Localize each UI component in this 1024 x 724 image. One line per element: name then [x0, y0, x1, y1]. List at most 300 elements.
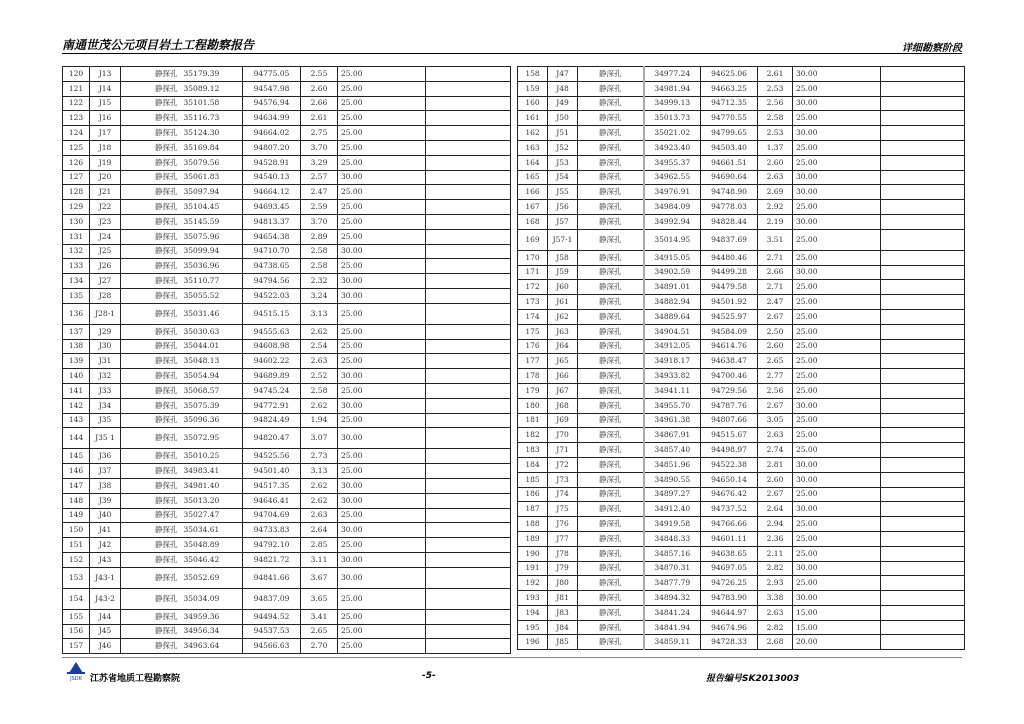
borehole-id: J43-1	[90, 567, 121, 588]
table-row	[518, 443, 965, 458]
coord-y: 94566.63	[243, 639, 301, 654]
coord-y: 94807.66	[701, 413, 758, 428]
table-row	[518, 81, 965, 96]
row-number: 161	[518, 111, 548, 126]
table-row	[518, 170, 965, 185]
borehole-type: 静深孔	[578, 517, 644, 532]
borehole-type: 静深孔	[578, 635, 644, 650]
borehole-type: 静深孔	[578, 487, 644, 502]
depth: 25.00	[793, 295, 881, 310]
borehole-id: J40	[90, 508, 121, 523]
depth: 30.00	[338, 244, 426, 259]
row-number: 131	[63, 229, 90, 244]
borehole-id: J66	[548, 369, 578, 384]
row-number: 170	[518, 250, 548, 265]
elevation: 2.82	[758, 561, 793, 576]
depth: 30.00	[793, 67, 881, 82]
table-row	[63, 552, 511, 567]
row-number: 195	[518, 620, 548, 635]
coord-x: 34981.40	[184, 478, 243, 493]
blank-cell	[881, 620, 965, 635]
table-row	[518, 200, 965, 215]
coord-y: 94555.63	[243, 324, 301, 339]
depth: 30.00	[338, 567, 426, 588]
blank-cell	[881, 81, 965, 96]
row-number: 150	[63, 523, 90, 538]
depth: 30.00	[338, 523, 426, 538]
borehole-id: J50	[548, 111, 578, 126]
row-number: 122	[63, 96, 90, 111]
coord-y: 94576.94	[243, 96, 301, 111]
row-number: 156	[63, 624, 90, 639]
blank-cell	[426, 229, 511, 244]
coord-y: 94729.56	[701, 383, 758, 398]
borehole-type: 静探孔	[121, 567, 184, 588]
elevation: 2.47	[758, 295, 793, 310]
depth: 25.00	[338, 126, 426, 141]
table-row	[63, 339, 511, 354]
borehole-type: 静探孔	[121, 259, 184, 274]
elevation: 1.37	[758, 140, 793, 155]
coord-x: 34870.31	[644, 561, 701, 576]
borehole-id: J14	[90, 81, 121, 96]
table-row	[518, 369, 965, 384]
borehole-type: 静深孔	[578, 457, 644, 472]
coord-y: 94503.40	[701, 140, 758, 155]
blank-cell	[881, 605, 965, 620]
borehole-type: 静深孔	[578, 200, 644, 215]
depth: 25.00	[793, 309, 881, 324]
row-number: 124	[63, 126, 90, 141]
blank-cell	[881, 280, 965, 295]
row-number: 178	[518, 369, 548, 384]
table-row	[63, 324, 511, 339]
elevation: 2.52	[301, 369, 338, 384]
coord-x: 34877.79	[644, 576, 701, 591]
coord-x: 35101.58	[184, 96, 243, 111]
borehole-id: J38	[90, 478, 121, 493]
elevation: 2.66	[758, 265, 793, 280]
borehole-type: 静探孔	[121, 339, 184, 354]
borehole-type: 静探孔	[121, 508, 184, 523]
coord-x: 34859.11	[644, 635, 701, 650]
elevation: 2.53	[758, 81, 793, 96]
borehole-type: 静探孔	[121, 170, 184, 185]
coord-y: 94522.38	[701, 457, 758, 472]
borehole-id: J18	[90, 140, 121, 155]
coord-x: 34890.55	[644, 472, 701, 487]
borehole-id: J58	[548, 250, 578, 265]
elevation: 2.58	[301, 383, 338, 398]
depth: 25.00	[793, 155, 881, 170]
table-row	[63, 478, 511, 493]
elevation: 3.65	[301, 588, 338, 609]
borehole-type: 静探孔	[121, 111, 184, 126]
depth: 25.00	[793, 229, 881, 250]
elevation: 2.36	[758, 531, 793, 546]
coord-y: 94745.24	[243, 383, 301, 398]
borehole-id: J17	[90, 126, 121, 141]
coord-y: 94614.76	[701, 339, 758, 354]
coord-y: 94654.38	[243, 229, 301, 244]
table-row	[518, 472, 965, 487]
borehole-id: J81	[548, 591, 578, 606]
blank-cell	[426, 274, 511, 289]
elevation: 2.47	[301, 185, 338, 200]
borehole-id: J21	[90, 185, 121, 200]
coord-y: 94828.44	[701, 214, 758, 229]
row-number: 128	[63, 185, 90, 200]
blank-cell	[426, 508, 511, 523]
coord-y: 94634.99	[243, 111, 301, 126]
borehole-type: 静深孔	[578, 140, 644, 155]
elevation: 2.89	[301, 229, 338, 244]
coord-y: 94824.49	[243, 413, 301, 428]
elevation: 3.07	[301, 428, 338, 449]
elevation: 2.67	[758, 398, 793, 413]
borehole-type: 静探孔	[121, 274, 184, 289]
blank-cell	[881, 369, 965, 384]
blank-cell	[881, 214, 965, 229]
row-number: 126	[63, 155, 90, 170]
blank-cell	[881, 126, 965, 141]
blank-cell	[426, 478, 511, 493]
elevation: 2.68	[758, 635, 793, 650]
row-number: 182	[518, 428, 548, 443]
coord-y: 94700.46	[701, 369, 758, 384]
table-row	[63, 398, 511, 413]
coord-x: 35048.89	[184, 538, 243, 553]
row-number: 123	[63, 111, 90, 126]
header-rule	[62, 53, 962, 54]
borehole-type: 静深孔	[578, 472, 644, 487]
coord-y: 94690.64	[701, 170, 758, 185]
elevation: 2.62	[301, 324, 338, 339]
borehole-type: 静深孔	[578, 561, 644, 576]
borehole-id: J84	[548, 620, 578, 635]
blank-cell	[881, 531, 965, 546]
row-number: 141	[63, 383, 90, 398]
elevation: 2.77	[758, 369, 793, 384]
blank-cell	[881, 383, 965, 398]
coord-x: 34955.37	[644, 155, 701, 170]
coord-y: 94638.47	[701, 354, 758, 369]
depth: 25.00	[793, 443, 881, 458]
borehole-type: 静深孔	[578, 428, 644, 443]
borehole-type: 静探孔	[121, 140, 184, 155]
blank-cell	[881, 413, 965, 428]
depth: 25.00	[793, 517, 881, 532]
row-number: 192	[518, 576, 548, 591]
blank-cell	[426, 624, 511, 639]
blank-cell	[881, 502, 965, 517]
table-row	[63, 493, 511, 508]
elevation: 2.70	[301, 639, 338, 654]
row-number: 157	[63, 639, 90, 654]
coord-x: 35099.94	[184, 244, 243, 259]
table-row	[63, 67, 511, 82]
coord-x: 34992.94	[644, 214, 701, 229]
table-row	[63, 185, 511, 200]
depth: 25.00	[793, 111, 881, 126]
coord-x: 35036.96	[184, 259, 243, 274]
blank-cell	[426, 588, 511, 609]
depth: 25.00	[793, 324, 881, 339]
depth: 25.00	[338, 67, 426, 82]
borehole-id: J44	[90, 609, 121, 624]
row-number: 140	[63, 369, 90, 384]
coord-x: 35046.42	[184, 552, 243, 567]
coord-x: 35013.73	[644, 111, 701, 126]
borehole-type: 静探孔	[121, 185, 184, 200]
row-number: 121	[63, 81, 90, 96]
table-row	[518, 605, 965, 620]
borehole-type: 静探孔	[121, 244, 184, 259]
coord-y: 94820.47	[243, 428, 301, 449]
depth: 30.00	[338, 428, 426, 449]
borehole-id: J63	[548, 324, 578, 339]
blank-cell	[426, 639, 511, 654]
coord-y: 94547.98	[243, 81, 301, 96]
borehole-id: J54	[548, 170, 578, 185]
borehole-type: 静深孔	[578, 546, 644, 561]
borehole-type: 静深孔	[578, 324, 644, 339]
elevation: 2.61	[758, 67, 793, 82]
elevation: 3.38	[758, 591, 793, 606]
blank-cell	[426, 413, 511, 428]
blank-cell	[426, 538, 511, 553]
elevation: 2.62	[301, 478, 338, 493]
row-number: 162	[518, 126, 548, 141]
coord-x: 34984.09	[644, 200, 701, 215]
elevation: 3.67	[301, 567, 338, 588]
blank-cell	[426, 398, 511, 413]
row-number: 125	[63, 140, 90, 155]
table-row	[63, 464, 511, 479]
blank-cell	[426, 214, 511, 229]
elevation: 2.65	[301, 624, 338, 639]
depth: 30.00	[793, 170, 881, 185]
depth: 25.00	[338, 464, 426, 479]
row-number: 129	[63, 200, 90, 215]
row-number: 136	[63, 303, 90, 324]
row-number: 144	[63, 428, 90, 449]
coord-x: 35034.09	[184, 588, 243, 609]
elevation: 2.93	[758, 576, 793, 591]
row-number: 191	[518, 561, 548, 576]
table-row	[63, 449, 511, 464]
borehole-id: J59	[548, 265, 578, 280]
coord-x: 34955.70	[644, 398, 701, 413]
depth: 25.00	[338, 508, 426, 523]
coord-y: 94608.98	[243, 339, 301, 354]
borehole-id: J57-1	[548, 229, 578, 250]
coord-x: 35010.25	[184, 449, 243, 464]
borehole-id: J51	[548, 126, 578, 141]
coord-y: 94537.53	[243, 624, 301, 639]
coord-x: 34904.51	[644, 324, 701, 339]
depth: 30.00	[338, 288, 426, 303]
elevation: 2.62	[301, 493, 338, 508]
coord-y: 94674.96	[701, 620, 758, 635]
depth: 25.00	[338, 214, 426, 229]
depth: 25.00	[793, 531, 881, 546]
borehole-id: J34	[90, 398, 121, 413]
table-row	[63, 354, 511, 369]
borehole-type: 静探孔	[121, 303, 184, 324]
blank-cell	[426, 244, 511, 259]
depth: 30.00	[338, 170, 426, 185]
borehole-id: J28	[90, 288, 121, 303]
borehole-type: 静深孔	[578, 214, 644, 229]
coord-x: 35072.95	[184, 428, 243, 449]
coord-y: 94494.52	[243, 609, 301, 624]
coord-x: 34857.16	[644, 546, 701, 561]
table-row	[518, 155, 965, 170]
table-row	[63, 126, 511, 141]
depth: 30.00	[338, 398, 426, 413]
borehole-id: J85	[548, 635, 578, 650]
borehole-id: J16	[90, 111, 121, 126]
coord-y: 94664.12	[243, 185, 301, 200]
borehole-type: 静探孔	[121, 383, 184, 398]
blank-cell	[426, 383, 511, 398]
blank-cell	[881, 200, 965, 215]
borehole-id: J77	[548, 531, 578, 546]
blank-cell	[881, 561, 965, 576]
table-row	[518, 413, 965, 428]
elevation: 2.32	[301, 274, 338, 289]
row-number: 166	[518, 185, 548, 200]
depth: 30.00	[793, 472, 881, 487]
coord-x: 34915.05	[644, 250, 701, 265]
row-number: 135	[63, 288, 90, 303]
row-number: 169	[518, 229, 548, 250]
coord-x: 35096.36	[184, 413, 243, 428]
table-row	[63, 274, 511, 289]
row-number: 189	[518, 531, 548, 546]
row-number: 171	[518, 265, 548, 280]
row-number: 173	[518, 295, 548, 310]
row-number: 155	[63, 609, 90, 624]
coord-x: 34962.55	[644, 170, 701, 185]
depth: 25.00	[338, 140, 426, 155]
report-number: 报告编号SK2013003	[706, 674, 800, 684]
coord-y: 94775.05	[243, 67, 301, 82]
borehole-type: 静深孔	[578, 620, 644, 635]
table-row	[518, 546, 965, 561]
coord-y: 94602.22	[243, 354, 301, 369]
depth: 20.00	[793, 635, 881, 650]
jsdk-logo-icon	[64, 661, 88, 681]
coord-y: 94783.90	[701, 591, 758, 606]
borehole-id: J76	[548, 517, 578, 532]
elevation: 2.92	[758, 200, 793, 215]
depth: 25.00	[338, 259, 426, 274]
depth: 15.00	[793, 620, 881, 635]
borehole-id: J74	[548, 487, 578, 502]
depth: 30.00	[793, 457, 881, 472]
depth: 30.00	[338, 493, 426, 508]
borehole-id: J19	[90, 155, 121, 170]
row-number: 186	[518, 487, 548, 502]
elevation: 2.82	[758, 620, 793, 635]
coord-x: 34889.64	[644, 309, 701, 324]
table-row	[63, 624, 511, 639]
row-number: 143	[63, 413, 90, 428]
borehole-id: J62	[548, 309, 578, 324]
depth: 30.00	[793, 398, 881, 413]
depth: 30.00	[338, 478, 426, 493]
table-row	[518, 620, 965, 635]
coord-y: 94584.09	[701, 324, 758, 339]
coord-y: 94807.20	[243, 140, 301, 155]
elevation: 2.19	[758, 214, 793, 229]
coord-y: 94726.25	[701, 576, 758, 591]
elevation: 2.71	[758, 280, 793, 295]
depth: 15.00	[793, 605, 881, 620]
coord-x: 35124.30	[184, 126, 243, 141]
coord-y: 94644.97	[701, 605, 758, 620]
coord-x: 35169.84	[184, 140, 243, 155]
coord-y: 94778.03	[701, 200, 758, 215]
blank-cell	[426, 81, 511, 96]
blank-cell	[426, 354, 511, 369]
depth: 25.00	[793, 369, 881, 384]
elevation: 2.59	[301, 200, 338, 215]
coord-y: 94794.56	[243, 274, 301, 289]
depth: 25.00	[793, 487, 881, 502]
elevation: 2.60	[758, 472, 793, 487]
coord-y: 94479.58	[701, 280, 758, 295]
elevation: 2.61	[301, 111, 338, 126]
depth: 25.00	[338, 354, 426, 369]
row-number: 175	[518, 324, 548, 339]
coord-x: 34857.40	[644, 443, 701, 458]
blank-cell	[426, 200, 511, 215]
blank-cell	[881, 443, 965, 458]
depth: 25.00	[338, 339, 426, 354]
borehole-id: J39	[90, 493, 121, 508]
table-row	[518, 487, 965, 502]
depth: 25.00	[338, 155, 426, 170]
depth: 25.00	[338, 538, 426, 553]
coord-x: 35044.01	[184, 339, 243, 354]
table-row	[518, 428, 965, 443]
table-row	[63, 413, 511, 428]
elevation: 1.94	[301, 413, 338, 428]
depth: 25.00	[338, 588, 426, 609]
row-number: 174	[518, 309, 548, 324]
table-row	[63, 588, 511, 609]
coord-y: 94515.67	[701, 428, 758, 443]
depth: 30.00	[793, 561, 881, 576]
borehole-id: J25	[90, 244, 121, 259]
table-row	[518, 531, 965, 546]
depth: 25.00	[793, 280, 881, 295]
depth: 30.00	[338, 274, 426, 289]
borehole-type: 静探孔	[121, 609, 184, 624]
row-number: 165	[518, 170, 548, 185]
coord-y: 94646.41	[243, 493, 301, 508]
table-row	[63, 111, 511, 126]
depth: 30.00	[793, 126, 881, 141]
elevation: 3.51	[758, 229, 793, 250]
coord-x: 34912.05	[644, 339, 701, 354]
blank-cell	[881, 472, 965, 487]
depth: 25.00	[793, 383, 881, 398]
row-number: 127	[63, 170, 90, 185]
